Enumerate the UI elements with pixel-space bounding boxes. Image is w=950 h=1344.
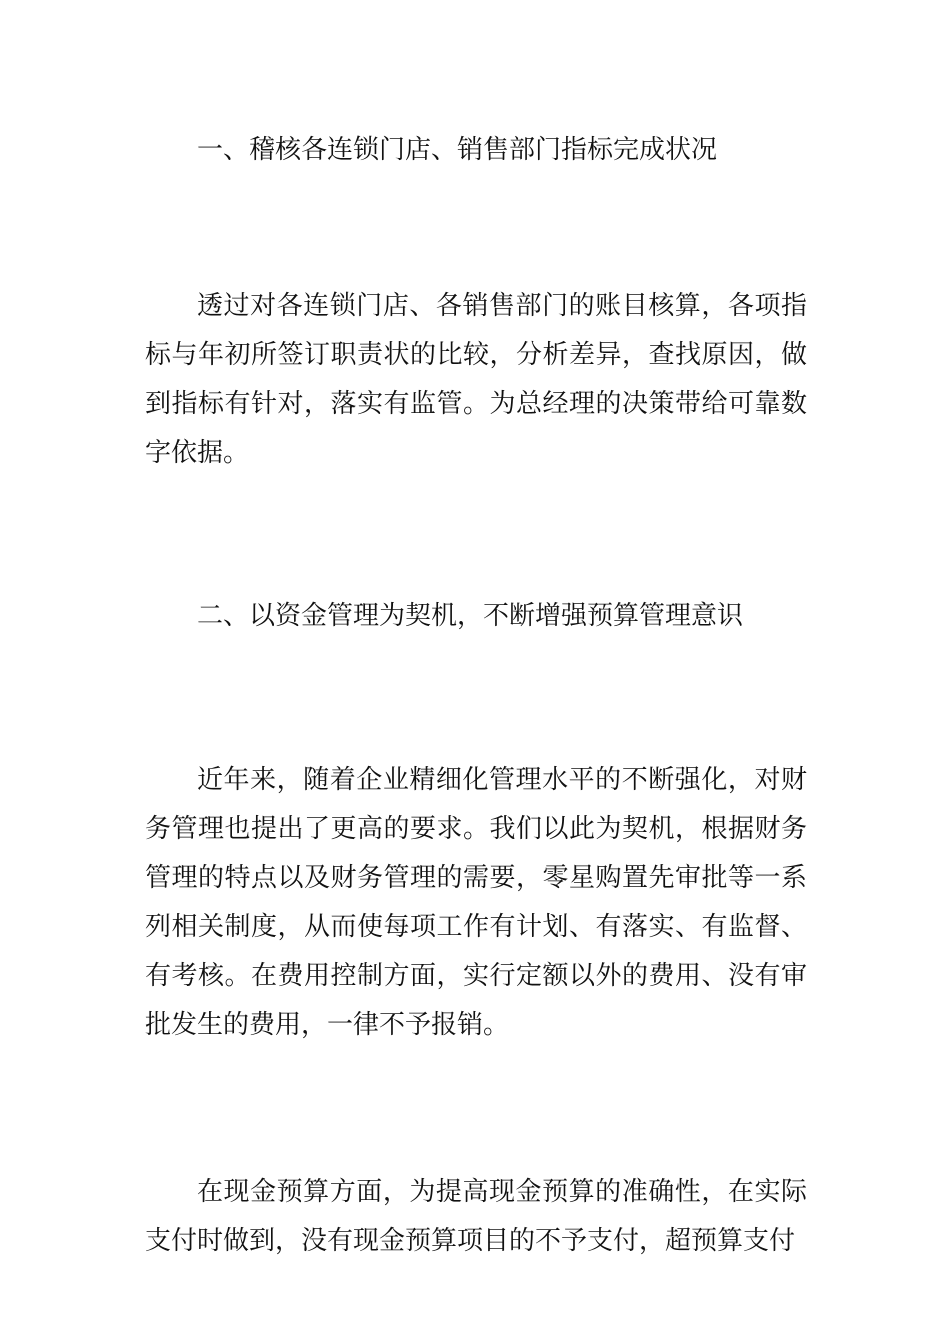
section-heading-1: 一、稽核各连锁门店、销售部门指标完成状况 <box>197 135 718 165</box>
paragraph-2: 近年来，随着企业精细化管理水平的不断强化，对财务管理也提出了更高的要求。我们以此为契机，根据财务管理的特点以及财务管理的需要，零星购置先审批等一系列相关制度，从而使每项工作有计划、有落实、有监督、有考核。在费用控制方面，实行定额以外的费用、没有审批发生的费用，一律不予报销。 <box>145 765 807 1040</box>
paragraph-3: 在现金预算方面，为提高现金预算的准确性，在实际支付时做到，没有现金预算项目的不予支付，超预算支付 <box>145 1177 807 1256</box>
paragraph-1: 透过对各连锁门店、各销售部门的账目核算，各项指标与年初所签订职责状的比较，分析差异，查找原因，做到指标有针对，落实有监管。为总经理的决策带给可靠数字依据。 <box>145 291 807 468</box>
section-heading-2: 二、以资金管理为契机，不断增强预算管理意识 <box>197 601 744 631</box>
document-body <box>145 128 807 1266</box>
